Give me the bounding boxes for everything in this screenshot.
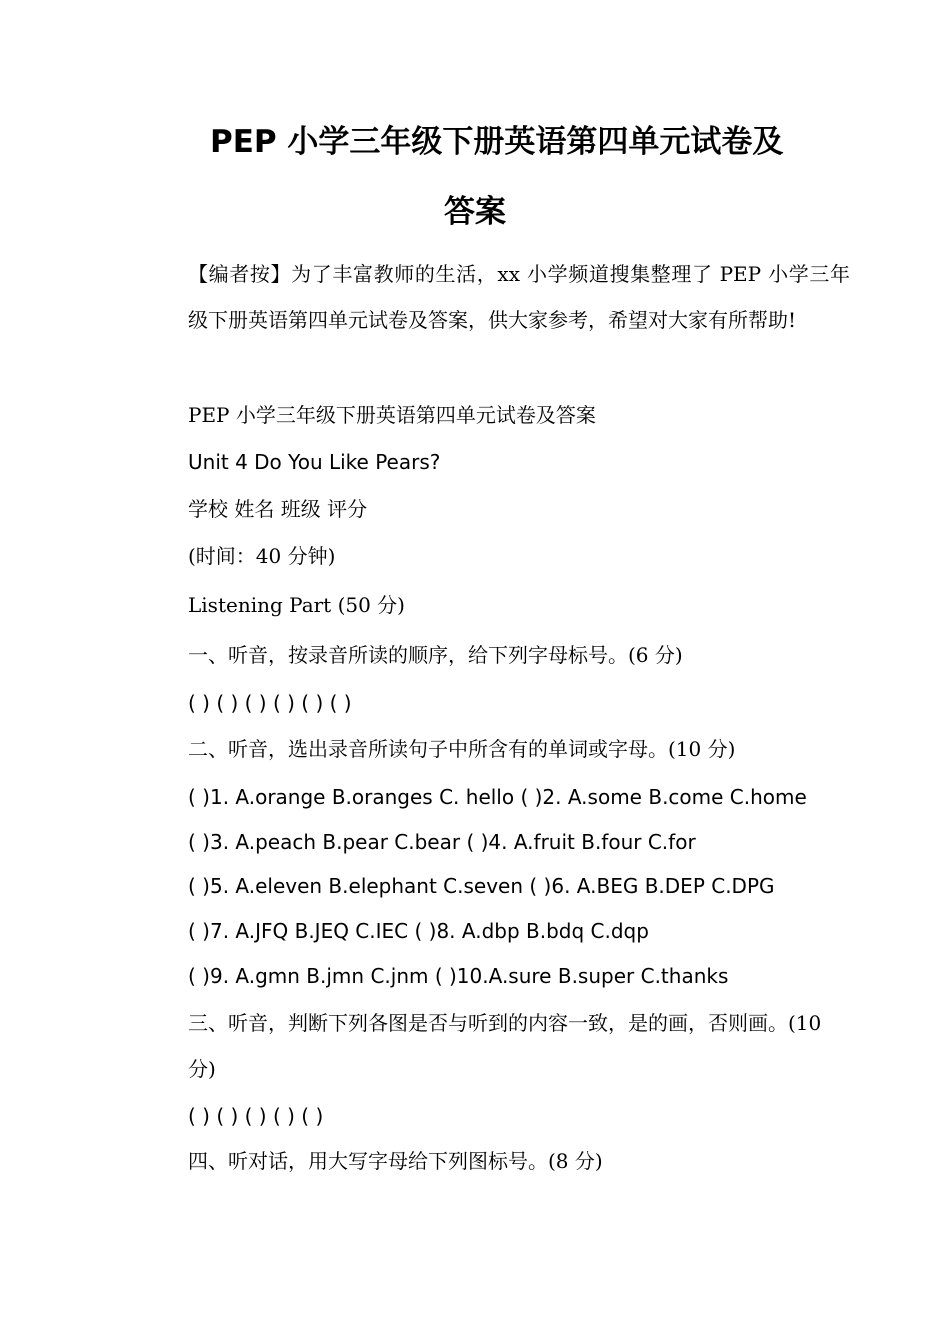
section-3-heading: 三、听音，判断下列各图是否与听到的内容一致，是的画，否则画。(10 分): [188, 1011, 822, 1081]
listening-part-heading: Listening Part (50 分): [188, 593, 405, 617]
question-row: ( )9. A.gmn B.jmn C.jnm ( )10.A.sure B.super C.thanks: [188, 964, 729, 988]
document-title-line-2: 答案: [444, 194, 506, 230]
question-row: ( )5. A.eleven B.elephant C.seven ( )6. A.BEG B.DEP C.DPG: [188, 874, 775, 898]
section-1-heading: 一、听音，按录音所读的顺序，给下列字母标号。(6 分): [188, 643, 683, 667]
time-limit-line: (时间：40 分钟): [188, 544, 336, 568]
editor-note-paragraph: 【编者按】为了丰富教师的生活，xx 小学频道搜集整理了 PEP 小学三年级下册英语第四单元试卷及答案，供大家参考，希望对大家有所帮助!: [188, 262, 850, 332]
section-1-blanks: ( ) ( ) ( ) ( ) ( ) ( ): [188, 691, 352, 715]
section-3-blanks: ( ) ( ) ( ) ( ) ( ): [188, 1104, 324, 1128]
student-info-line: 学校 姓名 班级 评分: [188, 497, 368, 521]
unit-title-line: Unit 4 Do You Like Pears?: [188, 450, 441, 474]
question-row: ( )3. A.peach B.pear C.bear ( )4. A.fruit B.four C.for: [188, 830, 696, 854]
question-row: ( )7. A.JFQ B.JEQ C.IEC ( )8. A.dbp B.bdq C.dqp: [188, 919, 649, 943]
document-title-line-1: PEP 小学三年级下册英语第四单元试卷及: [210, 124, 784, 160]
subtitle-line: PEP 小学三年级下册英语第四单元试卷及答案: [188, 403, 596, 427]
section-2-heading: 二、听音，选出录音所读句子中所含有的单词或字母。(10 分): [188, 737, 736, 761]
question-row: ( )1. A.orange B.oranges C. hello ( )2. A.some B.come C.home: [188, 785, 807, 809]
section-4-heading: 四、听对话，用大写字母给下列图标号。(8 分): [188, 1149, 603, 1173]
